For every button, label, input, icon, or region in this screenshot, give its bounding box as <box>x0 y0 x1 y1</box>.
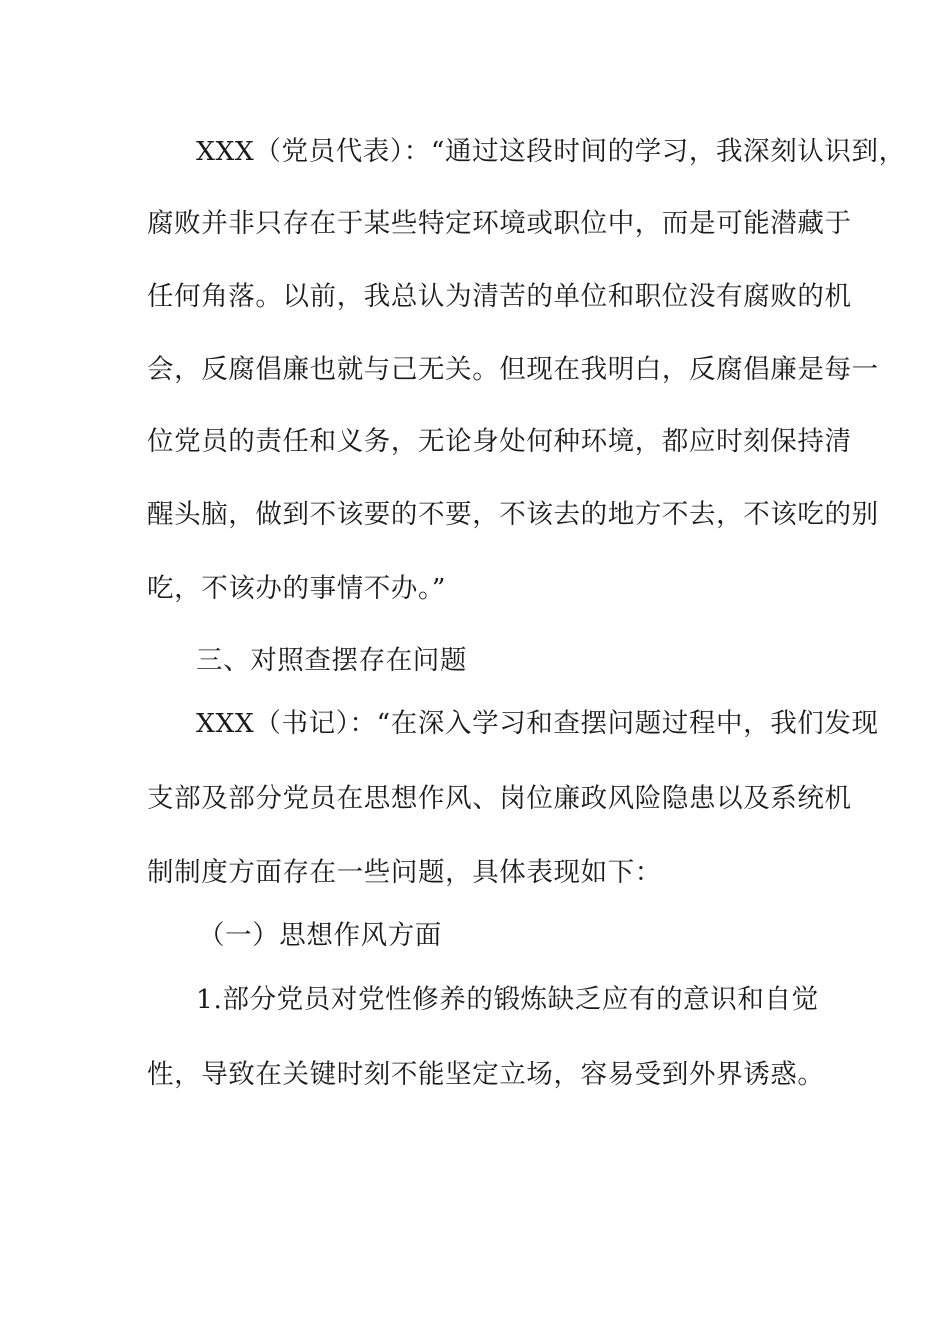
paragraph-line: 会，反腐倡廉也就与己无关。但现在我明白，反腐倡廉是每一 <box>147 354 879 385</box>
paragraph-line: 位党员的责任和义务，无论身处何种环境，都应时刻保持清 <box>147 426 852 457</box>
subsection-heading: （一）思想作风方面 <box>198 920 442 951</box>
paragraph-line: 性，导致在关键时刻不能坚定立场，容易受到外界诱惑。 <box>147 1059 825 1090</box>
paragraph-line: 支部及部分党员在思想作风、岗位廉政风险隐患以及系统机 <box>147 783 852 814</box>
paragraph-line: 吃，不该办的事情不办。” <box>147 573 446 604</box>
paragraph-line: 醒头脑，做到不该要的不要，不该去的地方不去，不该吃的别 <box>147 499 879 530</box>
paragraph-line: 1.部分党员对党性修养的锻炼缺乏应有的意识和自觉 <box>196 984 819 1015</box>
paragraph-line: 制制度方面存在一些问题，具体表现如下： <box>147 857 662 888</box>
paragraph-line: XXX（书记）：“在深入学习和查摆问题过程中，我们发现 <box>196 708 879 739</box>
paragraph-line: 腐败并非只存在于某些特定环境或职位中，而是可能潜藏于 <box>147 208 852 239</box>
paragraph-line: 任何角落。以前，我总认为清苦的单位和职位没有腐败的机 <box>147 281 852 312</box>
section-heading: 三、对照查摆存在问题 <box>196 645 467 676</box>
paragraph-line: XXX（党员代表）：“通过这段时间的学习，我深刻认识到， <box>196 136 906 167</box>
